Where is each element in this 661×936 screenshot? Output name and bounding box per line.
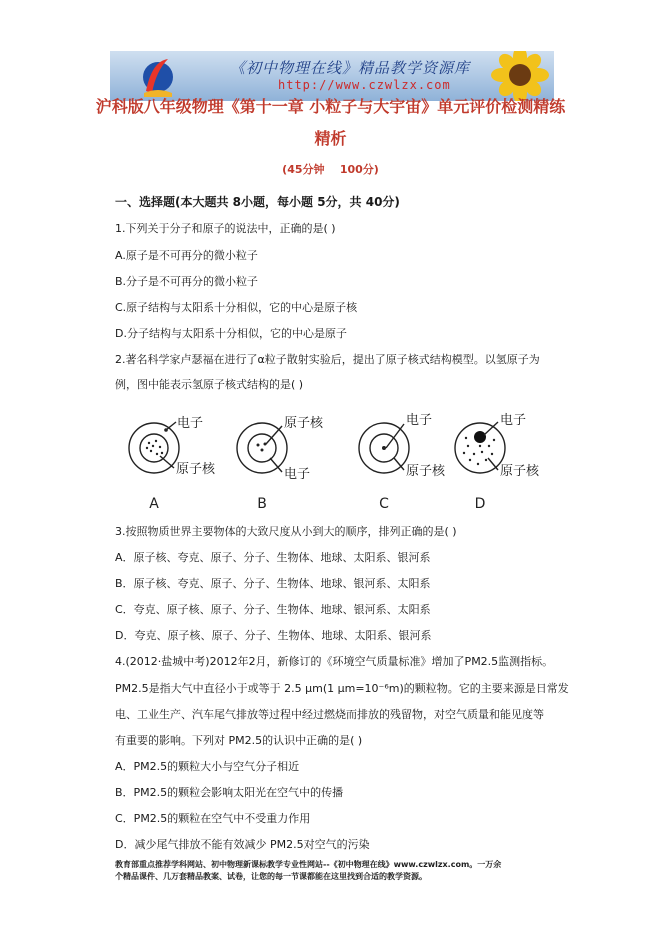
footer-note: 教育部重点推荐学科网站、初中物理新课标教学专业性网站--《初中物理在线》www.czwlzx.com。一万余 <box>115 860 502 869</box>
atom-option-a <box>129 415 216 512</box>
atom-model-figure <box>124 408 564 518</box>
label-c-electron: 电子 <box>406 413 433 428</box>
q4-option-b: B．PM2.5的颗粒会影响太阳光在空气中的传播 <box>115 786 344 799</box>
banner-slogan: 《初中物理在线》精品教学资源库 <box>230 59 471 77</box>
q3-option-a: A．原子核、夸克、原子、分子、生物体、地球、太阳系、银河系 <box>115 551 431 564</box>
q3-stem: 3.按照物质世界主要物体的大致尺度从小到大的顺序，排列正确的是( ) <box>115 525 457 538</box>
q2-stem-cont: 例，图中能表示氢原子核式结构的是( ) <box>115 378 304 391</box>
label-d-electron: 电子 <box>500 413 527 428</box>
q3-option-c: C．夸克、原子核、原子、分子、生物体、地球、银河系、太阳系 <box>115 603 431 616</box>
banner-url: http://www.czwlzx.com <box>278 78 451 92</box>
label-a-nucleus: 原子核 <box>176 462 216 477</box>
letter-b: B <box>257 496 267 512</box>
section-heading: 一、选择题(本大题共 8小题，每小题 5分，共 40分) <box>115 195 400 209</box>
atom-option-c <box>359 412 446 512</box>
document-title: 沪科版八年级物理《第十一章 小粒子与大宇宙》单元评价检测精练 <box>95 97 566 116</box>
letter-d: D <box>474 496 486 512</box>
q4-stem-line4: 有重要的影响。下列对 PM2.5的认识中正确的是( ) <box>115 734 363 747</box>
atom-option-b <box>237 415 324 512</box>
q4-stem-line1: 4.(2012·盐城中考)2012年2月，新修订的《环境空气质量标准》增加了PM2.5监测指标。 <box>115 655 554 668</box>
label-d-nucleus: 原子核 <box>500 464 540 479</box>
document-title-cont: 精析 <box>314 129 347 148</box>
label-a-electron: 电子 <box>177 416 204 431</box>
letter-c: C <box>379 496 389 512</box>
q4-option-a: A．PM2.5的颗粒大小与空气分子相近 <box>115 760 300 773</box>
label-b-nucleus: 原子核 <box>284 416 324 431</box>
label-c-nucleus: 原子核 <box>406 464 446 479</box>
q1-stem: 1.下列关于分子和原子的说法中，正确的是( ) <box>115 222 336 235</box>
atom-option-d <box>455 412 540 512</box>
q2-stem: 2.著名科学家卢瑟福在进行了α粒子散射实验后，提出了原子核式结构模型。以氢原子为 <box>115 353 540 366</box>
q4-option-c: C．PM2.5的颗粒在空气中不受重力作用 <box>115 812 311 825</box>
time-score-note: (45分钟 100分) <box>282 163 379 176</box>
q4-option-d: D．减少尾气排放不能有效减少 PM2.5对空气的污染 <box>115 838 370 851</box>
q4-stem-line3: 电、工业生产、汽车尾气排放等过程中经过燃烧而排放的残留物，对空气质量和能见度等 <box>115 708 544 721</box>
q1-option-b: B.分子是不可再分的微小粒子 <box>115 275 259 288</box>
q1-option-d: D.分子结构与太阳系十分相似，它的中心是原子 <box>115 327 347 340</box>
q3-option-b: B．原子核、夸克、原子、分子、生物体、地球、银河系、太阳系 <box>115 577 431 590</box>
q1-option-c: C.原子结构与太阳系十分相似，它的中心是原子核 <box>115 301 358 314</box>
q4-stem-line2: PM2.5是指大气中直径小于或等于 2.5 μm(1 μm=10⁻⁶m)的颗粒物。它的主要来源是日常发 <box>115 682 569 695</box>
site-logo-icon <box>138 53 174 99</box>
q1-option-a: A.原子是不可再分的微小粒子 <box>115 249 258 262</box>
letter-a: A <box>149 496 159 512</box>
q3-option-d: D．夸克、原子核、原子、分子、生物体、地球、太阳系、银河系 <box>115 629 432 642</box>
label-b-electron: 电子 <box>284 467 311 482</box>
footer-note-cont: 个精品课件、几万套精品教案、试卷，让您的每一节课都能在这里找到合适的教学资源。 <box>115 872 427 881</box>
